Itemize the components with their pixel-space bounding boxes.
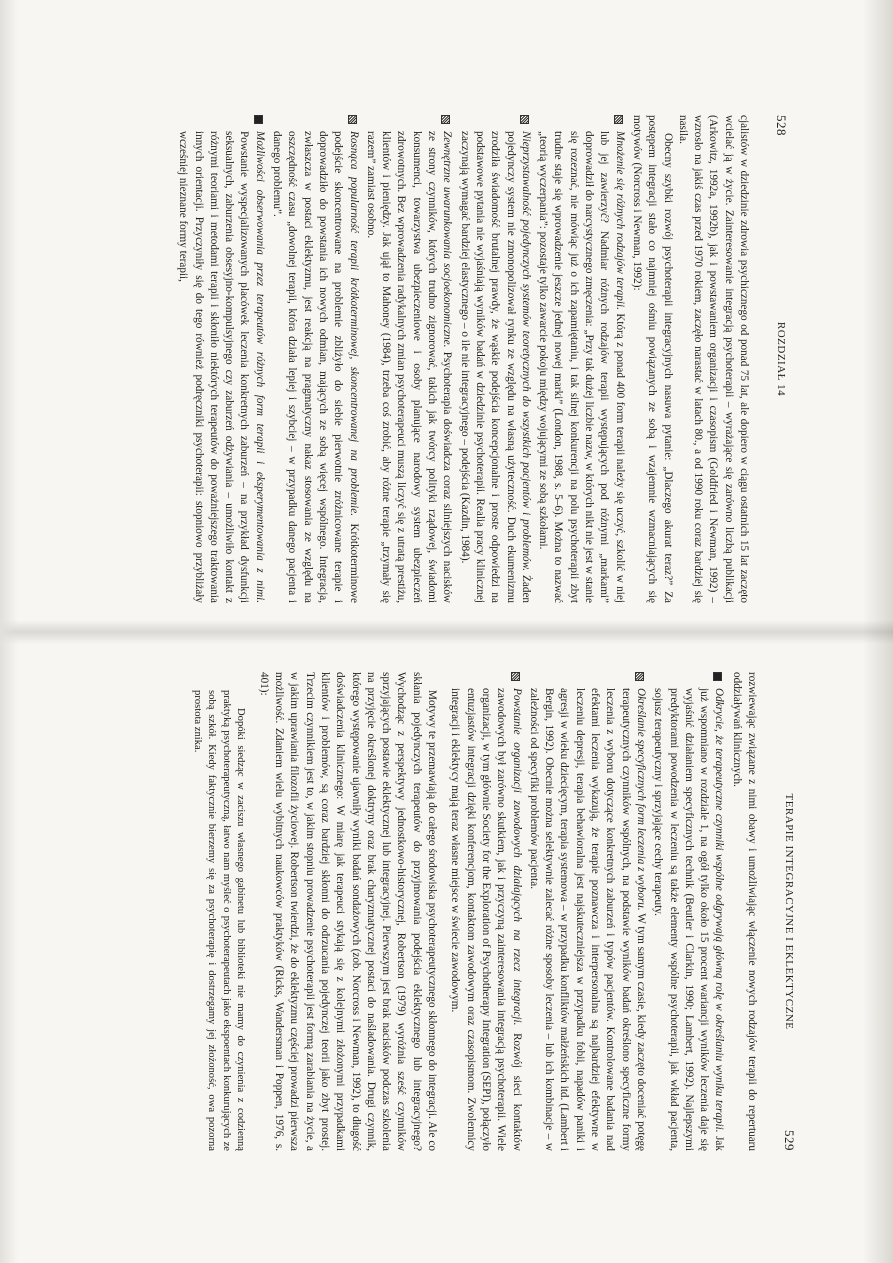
list-item xyxy=(535,115,627,603)
left-page-body xyxy=(175,115,751,603)
left-page xyxy=(0,0,893,631)
item-heading: Zewnętrzne uwarunkowania socjoekonomiczne. xyxy=(441,131,454,348)
running-title: TERAPIE INTEGRACYJNE I EKLEKTYCZNE xyxy=(783,793,795,1030)
item-text: Psychoterapia doświadcza coraz silniejszych nacisków ze strony czynników, których trudno zignorować, takich jak twórcy polityki rządowej, świadomi konsumenci, towarzystwa ubezpieczeniowe i osoby planujące narodowy system ubezpieczeń zdrowotnych. Bez wprowadzenia radykalnych zmian psychoterapeuci muszą liczyć się z utratą prestiżu, klientów i pieniędzy. Jak ujął to Mahoney (1984), trzeba coś zrobić, aby różne terapie „trzymały się razem” zamiast osobno. xyxy=(364,131,454,603)
square-bullet-icon xyxy=(511,672,520,681)
square-bullet-icon xyxy=(254,115,263,124)
item-heading: Mnożenie się różnych rodzajów terapii. xyxy=(613,131,626,310)
item-heading: Określanie specyficznych form leczenia z wyboru. xyxy=(634,688,647,911)
square-bullet-icon xyxy=(348,115,357,124)
square-bullet-icon xyxy=(441,115,450,124)
left-page-header xyxy=(769,115,789,603)
item-heading: Rosnąca popularność terapii krótkoterminowej, skoncentrowanej na problemie. xyxy=(347,131,360,517)
paragraph: rozwiewając związane z nimi obawy i umożliwiając włączenie nowych rodzajów terapii do repertuaru oddziaływań klinicznych. xyxy=(730,672,758,1151)
list-item xyxy=(650,672,726,1151)
list-item xyxy=(175,115,267,603)
scan-shadow-bottom xyxy=(0,0,18,1263)
list-item xyxy=(526,672,648,1151)
spacer xyxy=(248,672,256,1151)
square-bullet-icon xyxy=(635,672,644,681)
list-item xyxy=(269,115,361,603)
item-text: Krótkoterminowe podejście skoncentrowane na problemie zbliżyło do siebie pierwotnie zróżnicowane terapie i doprowadziło do powstania ich nowych odmian, mających ze sobą więcej wspólnego. Integracja, zwłaszcza w postaci eklektyzmu, jest reakcją na pragmatyczny nakaz stosowania ze względu na oszczędność czasu „dowolnej terapii, która działa lepiej i szybciej – w przypadku danego pacjenta i danego problemu”. xyxy=(271,131,360,603)
right-page-body xyxy=(190,672,760,1151)
square-bullet-icon xyxy=(520,115,529,124)
item-text: Którą z ponad 400 form terapii należy się uczyć, szkolić w niej lub jej zawierzyć? Nadmiar różnych rodzajów terapii występujących pod różnymi „markami” doprowadził do narcystycznego zmęczenia: „Przy tak dużej liczbie nazw, w których nikt nie jest w stanie się rozeznać, nie mówiąc już o ich zapamiętaniu, i tak silnej konkurencji na polu psychoterapii zbyt trudne staje się wprowadzenie jeszcze jednej nowej marki” (London, 1988, s. 5–6). Można to nazwać „teorią wyczerpania”: pozostaje tylko zawarcie pokoju między wojującymi ze sobą szkołami. xyxy=(537,131,626,603)
paragraph: Motywy te przemawiają do całego środowiska psychoterapeutycznego skłonnego do integracji. Ale co skłania pojedynczych terapeutów do przyjmowania podejścia eklektycznego lub integracyjnego? Wychodząc z perspektywy jednostkowo-historycznej, Robertson (1979) wyróżnia sześć czynników sprzyjających postawie eklektycznej lub integracyjnej. Pierwszym jest brak nacisków podczas szkolenia na przyjęcie określonej doktryny oraz brak charyzmatycznej postaci do naśladowania. Drugi czynnik, którego występowanie ujawniły wyniki badań sondażowych (zob. Norcross i Newman, 1992), to długość doświadczenia klinicznego: W miarę jak terapeuci stykają się z kolejnymi złożonymi przypadkami klientów i problemów, są coraz bardziej skłonni do odrzucania pojedynczej teorii jako zbyt prostej. Trzecim czynnikiem jest to, w jakim stopniu prowadzenie psychoterapii jest formą zarabiania na życie, a w jakim uprawiania filozofii życiowej. Robertson twierdzi, że do eklektyzmu częściej prowadzi pierwsza możliwość. Zdaniem wielu wybitnych naukowców praktyków (Ricks, Wandersman i Poppen, 1976, s. 401): xyxy=(257,672,439,1151)
item-text: Powstanie wyspecjalizowanych placówek leczenia konkretnych zaburzeń – na przykład dysfunkcji seksualnych, zaburzenia obsesyjno-kompulsyjnego czy zaburzeń odżywiania – umożliwiło kontakt z różnymi teoriami i metodami terapii i skłoniło niektórych terapeutów do poważniejszego traktowania innych orientacji. Przyczyniły się do tego również podręczniki psychoterapii: stopniowo przybliżały wcześniej nieznane formy terapii, xyxy=(177,131,251,603)
paragraph: Obecny szybki rozwój psychoterapii integracyjnych nasuwa pytanie: „Dlaczego akurat teraz?” Za postępem integracji stało co najmniej ośmiu powiązanych ze sobą i wzajemnie wzmacniających się motywów (Norcross i Newman, 1992): xyxy=(630,115,674,603)
item-heading: Możliwości obserwowania przez terapeutów różnych form terapii i eksperymentowania z nimi. xyxy=(253,131,266,603)
item-text: Żaden pojedynczy system nie zmonopolizował rynku ze względu na własną użyteczność. Duch ekumenizmu zrodziła świadomość brutalnej prawdy, że wąskie podejścia koncepcjonalne i proste odpowiedzi na podstawowe pytania nie wyjaśniają wyników badań w dziedzinie psychoterapii. Realia pracy klinicznej zaczynają wymagać bardziej elastycznego – o ile nie integracyjnego – podejścia (Kazdin, 1984). xyxy=(458,131,532,604)
right-page-header xyxy=(777,672,797,1151)
right-page xyxy=(0,632,893,1263)
list-item xyxy=(447,672,523,1151)
item-text: Jak już wspomniano w rozdziale 1, na ogół tylko około 15 procent wariancji wyników leczenia daje się wyjaśnić działaniem specyficznych technik (Beutler i Clarkin, 1990; Lambert, 1992). Najlepszymi predyktorami powodzenia w leczeniu są także elementy wspólne psychoterapii, jak wkład pacjenta, sojusz terapeutyczny i sprzyjające cechy terapeuty. xyxy=(652,688,726,1151)
block-quote: Dopóki siedząc w zaciszu własnego gabinetu lub biblioteki nie mamy do czynienia z codzienną praktyką psychoterapeutyczną, łatwo nam myśleć o psychoterapeutach jako ekspoentach konkurujących ze sobą szkół. Kiedy faktycznie bierzemy się za psychoterapię i dostrzegamy jej złożoność, owa pozorna prostota znika. xyxy=(192,690,247,1151)
square-bullet-icon xyxy=(713,672,722,681)
page-number: 528 xyxy=(774,115,789,136)
running-title: ROZDZIAŁ 14 xyxy=(775,321,787,397)
page-number: 529 xyxy=(782,1130,797,1151)
list-item xyxy=(456,115,532,603)
paragraph: cjalistów w dziedzinie zdrowia psychicznego od ponad 75 lat, ale dopiero w ciągu ostatnich 15 lat zaczęto wcielać ją w życie. Zainteresowanie integracją psychoterapii – wyrażające się zarówno liczbą publikacji (Arkowitz, 1992a, 1992b), jak i powstawaniem organizacji i czasopism (Goldfried i Newman, 1992) – wzrosło na jakiś czas przed 1970 rokiem, zaczęło narastać w latach 80., a od 1990 roku coraz bardziej się nasila. xyxy=(676,115,750,603)
list-item xyxy=(363,115,455,603)
item-heading: Nieprzystawalność pojedynczych systemów teoretycznych do wszystkich pacjentów i problemów. xyxy=(519,131,532,572)
item-heading: Powstanie organizacji zawodowych działających na rzecz integracji. xyxy=(510,688,523,1026)
item-text: Rozwój sieci kontaktów zawodowych był zarówno skutkiem, jak i przyczyną zainteresowania integracją psychoterapii. Wiele organizacji, w tym głównie Society for the Exploration of Psychotherapy Integration (SEPI), połączyło entuzjastów integracji dzięki konferencjom, kontaktom zawodowym oraz czasopismom. Zwolennicy integracji i eklektycy mają teraz własne miejsce w świecie zawodowym. xyxy=(449,688,523,1151)
spacer xyxy=(439,672,447,1151)
item-heading: Odkrycie, że terapeutyczne czynniki wspólne odgrywają główną rolę w określaniu wyniku terapii. xyxy=(713,688,726,1133)
item-text: W tym samym czasie, kiedy zaczęto doceniać potęgę terapeutycznych czynników wspólnych, na podstawie wyników badań określono specyficzne formy leczenia z wyboru dotyczące konkretnych zaburzeń i typów pacjentów. Kontrolowane badania nad efektami leczenia wykazują, że terapie poznawcza i interpersonalna są najbardziej efektywne w leczeniu depresji, terapia behawioralna jest najskuteczniejsza w przypadku fobii, napadów paniki i agresji w wieku dziecięcym, terapia systemowa – w przypadku konfliktów małżeńskich itd. (Lambert i Bergin, 1992). Obecnie można selektywnie zalecać różne sposoby leczenia – lub ich kombinacje – w zależności od specyfiki problemów pacjenta. xyxy=(527,688,647,1152)
square-bullet-icon xyxy=(614,115,623,124)
